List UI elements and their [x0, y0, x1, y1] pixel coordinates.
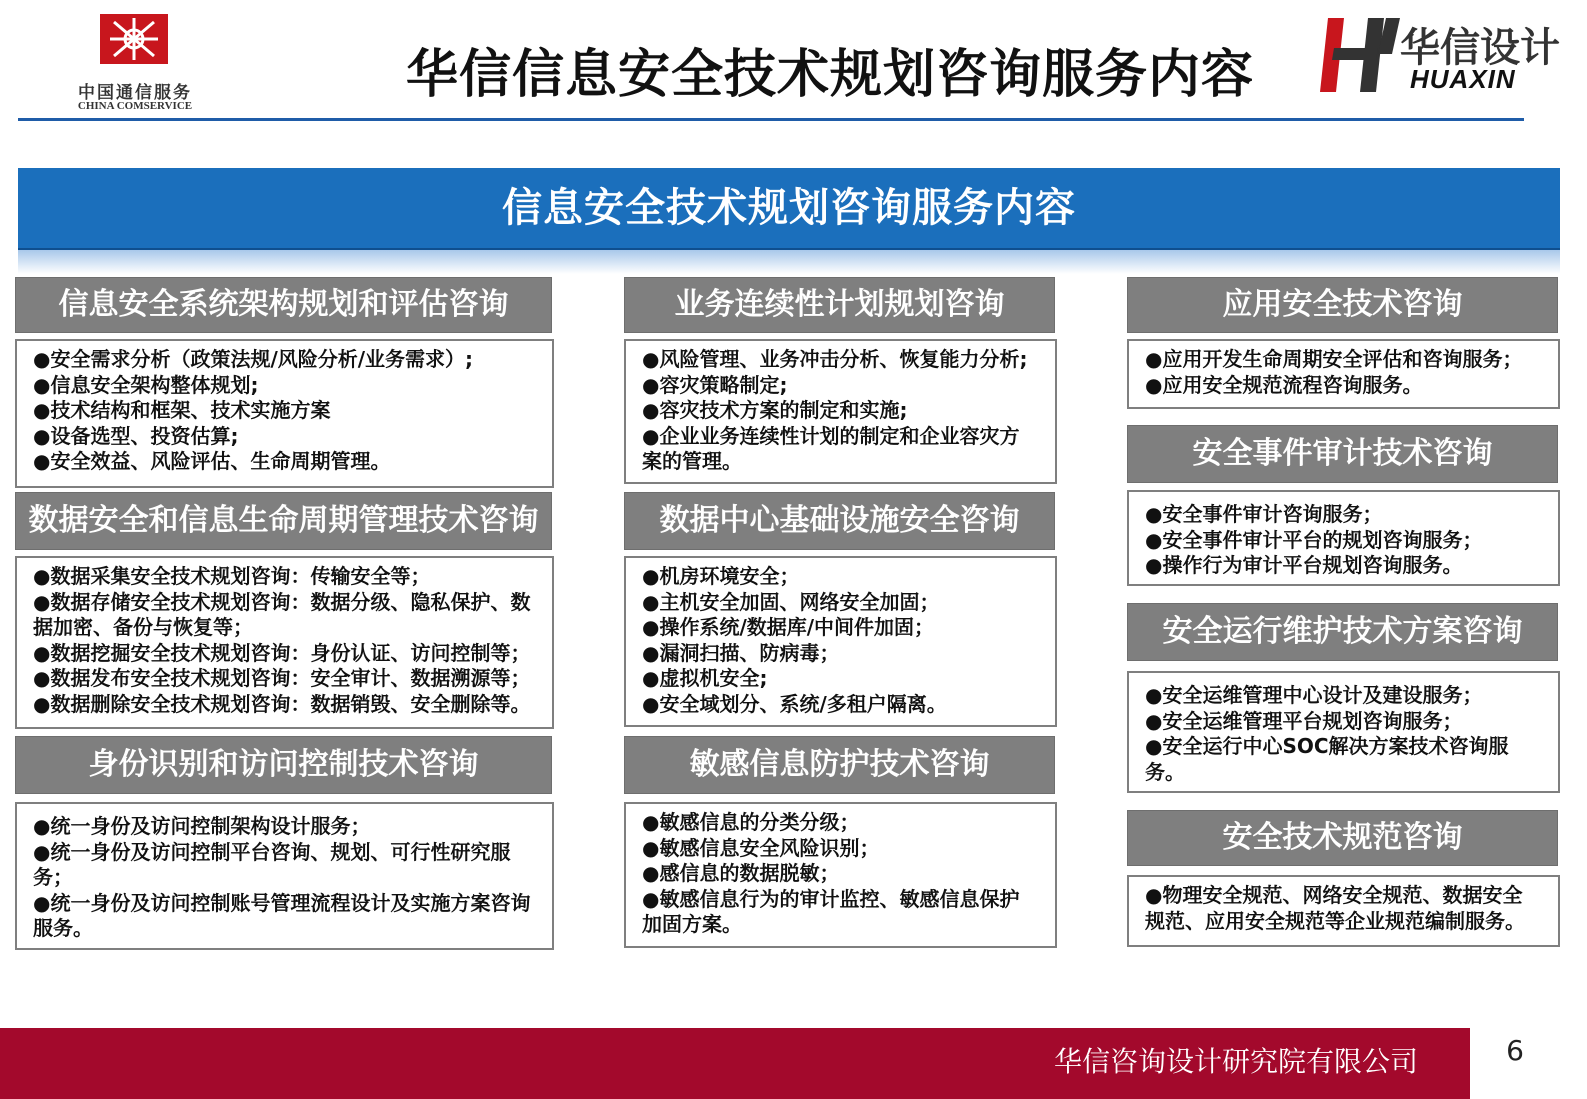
page-number: 6	[1506, 1034, 1524, 1067]
list-item: ●安全运行中心SOC解决方案技术咨询服务。	[1145, 734, 1509, 784]
banner	[18, 168, 1560, 250]
list-item: ●设备选型、投资估算;	[33, 423, 239, 448]
list-item: ●数据采集安全技术规划咨询：传输安全等；	[33, 564, 431, 588]
section-body-event-audit	[1127, 490, 1560, 586]
section-header-datacenter: 数据中心基础设施安全咨询	[624, 492, 1055, 550]
section-header-sensitive-info: 敏感信息防护技术咨询	[624, 736, 1055, 794]
huaxin-h-icon	[1320, 14, 1400, 96]
list-item: ●操作行为审计平台规划咨询服务。	[1145, 553, 1463, 577]
logo-mark-icon	[100, 14, 168, 64]
list-item: ●敏感信息安全风险识别；	[642, 835, 880, 860]
header-divider	[18, 118, 1524, 121]
section-header-operations: 安全运行维护技术方案咨询	[1127, 603, 1558, 661]
list-item: ●数据挖掘安全技术规划咨询：身份认证、访问控制等；	[33, 640, 531, 665]
logo-right-en: HUAXIN	[1410, 64, 1516, 94]
list-item: ●虚拟机安全;	[642, 666, 768, 690]
list-item: ●数据发布安全技术规划咨询：安全审计、数据溯源等；	[33, 666, 531, 690]
list-item: ●信息安全架构整体规划;	[33, 372, 259, 397]
list-item: ●统一身份及访问控制账号管理流程设计及实施方案咨询服务。	[33, 890, 531, 940]
list-item: ●统一身份及访问控制架构设计服务；	[33, 814, 371, 838]
list-item: ●安全事件审计平台的规划咨询服务；	[1145, 527, 1483, 552]
section-header-continuity: 业务连续性计划规划咨询	[624, 277, 1055, 333]
list-item: ●容灾技术方案的制定和实施;	[642, 398, 908, 422]
list-item: ●统一身份及访问控制平台咨询、规划、可行性研究服务；	[33, 839, 511, 889]
list-item: ●感信息的数据脱敏；	[642, 861, 840, 885]
section-header-standards: 安全技术规范咨询	[1127, 810, 1558, 866]
section-body-app-security	[1127, 339, 1560, 409]
china-comservice-logo	[60, 12, 210, 114]
list-item: ●应用开发生命周期安全评估和咨询服务；	[1145, 347, 1523, 371]
footer-bar	[0, 1028, 1470, 1099]
list-item: ●数据删除安全技术规划咨询：数据销毁、安全删除等。	[33, 691, 531, 716]
section-body-architecture	[15, 339, 554, 488]
section-body-operations	[1127, 671, 1560, 793]
list-item: ●技术结构和框架、技术实施方案	[33, 398, 331, 422]
list-item: ●风险管理、业务冲击分析、恢复能力分析;	[642, 347, 1028, 371]
list-item: ●操作系统/数据库/中间件加固；	[642, 615, 935, 639]
logo-left-cn: 中国通信服务	[78, 83, 192, 103]
section-body-datacenter	[624, 556, 1057, 727]
page-title: 华信信息安全技术规划咨询服务内容	[405, 45, 1254, 105]
list-item: ●数据存储安全技术规划咨询：数据分级、隐私保护、数据加密、备份与恢复等；	[33, 589, 531, 639]
logo-left-en: CHINA COMSERVICE	[77, 100, 193, 112]
section-body-continuity	[624, 339, 1057, 484]
section-header-architecture: 信息安全系统架构规划和评估咨询	[15, 277, 552, 333]
list-item: ●企业业务连续性计划的制定和企业容灾方案的管理。	[642, 423, 1020, 473]
banner-title: 信息安全技术规划咨询服务内容	[502, 185, 1076, 231]
list-item: ●安全运维管理中心设计及建设服务；	[1145, 683, 1483, 707]
section-header-data-lifecycle: 数据安全和信息生命周期管理技术咨询	[15, 492, 552, 550]
banner-shadow	[18, 250, 1560, 274]
list-item: ●安全需求分析（政策法规/风险分析/业务需求）;	[33, 347, 474, 371]
logo-right-cn: 华信设计	[1400, 25, 1560, 71]
section-header-app-security: 应用安全技术咨询	[1127, 277, 1558, 333]
list-item: ●漏洞扫描、防病毒；	[642, 640, 840, 665]
list-item: ●安全事件审计咨询服务；	[1145, 502, 1383, 526]
section-header-event-audit: 安全事件审计技术咨询	[1127, 425, 1558, 483]
list-item: ●应用安全规范流程咨询服务。	[1145, 372, 1423, 397]
list-item: ●容灾策略制定;	[642, 372, 788, 397]
section-body-sensitive-info	[624, 802, 1057, 948]
list-item: ●敏感信息行为的审计监控、敏感信息保护加固方案。	[642, 886, 1020, 936]
list-item: ●安全运维管理平台规划咨询服务；	[1145, 708, 1463, 733]
section-body-standards	[1127, 875, 1560, 947]
footer-company: 华信咨询设计研究院有限公司	[1053, 1045, 1418, 1078]
list-item: ●敏感信息的分类分级；	[642, 810, 860, 834]
list-item: ●安全效益、风险评估、生命周期管理。	[33, 449, 391, 473]
list-item: ●物理安全规范、网络安全规范、数据安全规范、应用安全规范等企业规范编制服务。	[1145, 883, 1525, 933]
section-body-identity	[15, 802, 554, 950]
huaxin-logo	[1320, 10, 1570, 100]
section-body-data-lifecycle	[15, 556, 554, 729]
section-header-identity: 身份识别和访问控制技术咨询	[15, 736, 552, 794]
list-item: ●安全域划分、系统/多租户隔离。	[642, 691, 947, 716]
list-item: ●主机安全加固、网络安全加固；	[642, 589, 940, 614]
list-item: ●机房环境安全；	[642, 564, 800, 588]
